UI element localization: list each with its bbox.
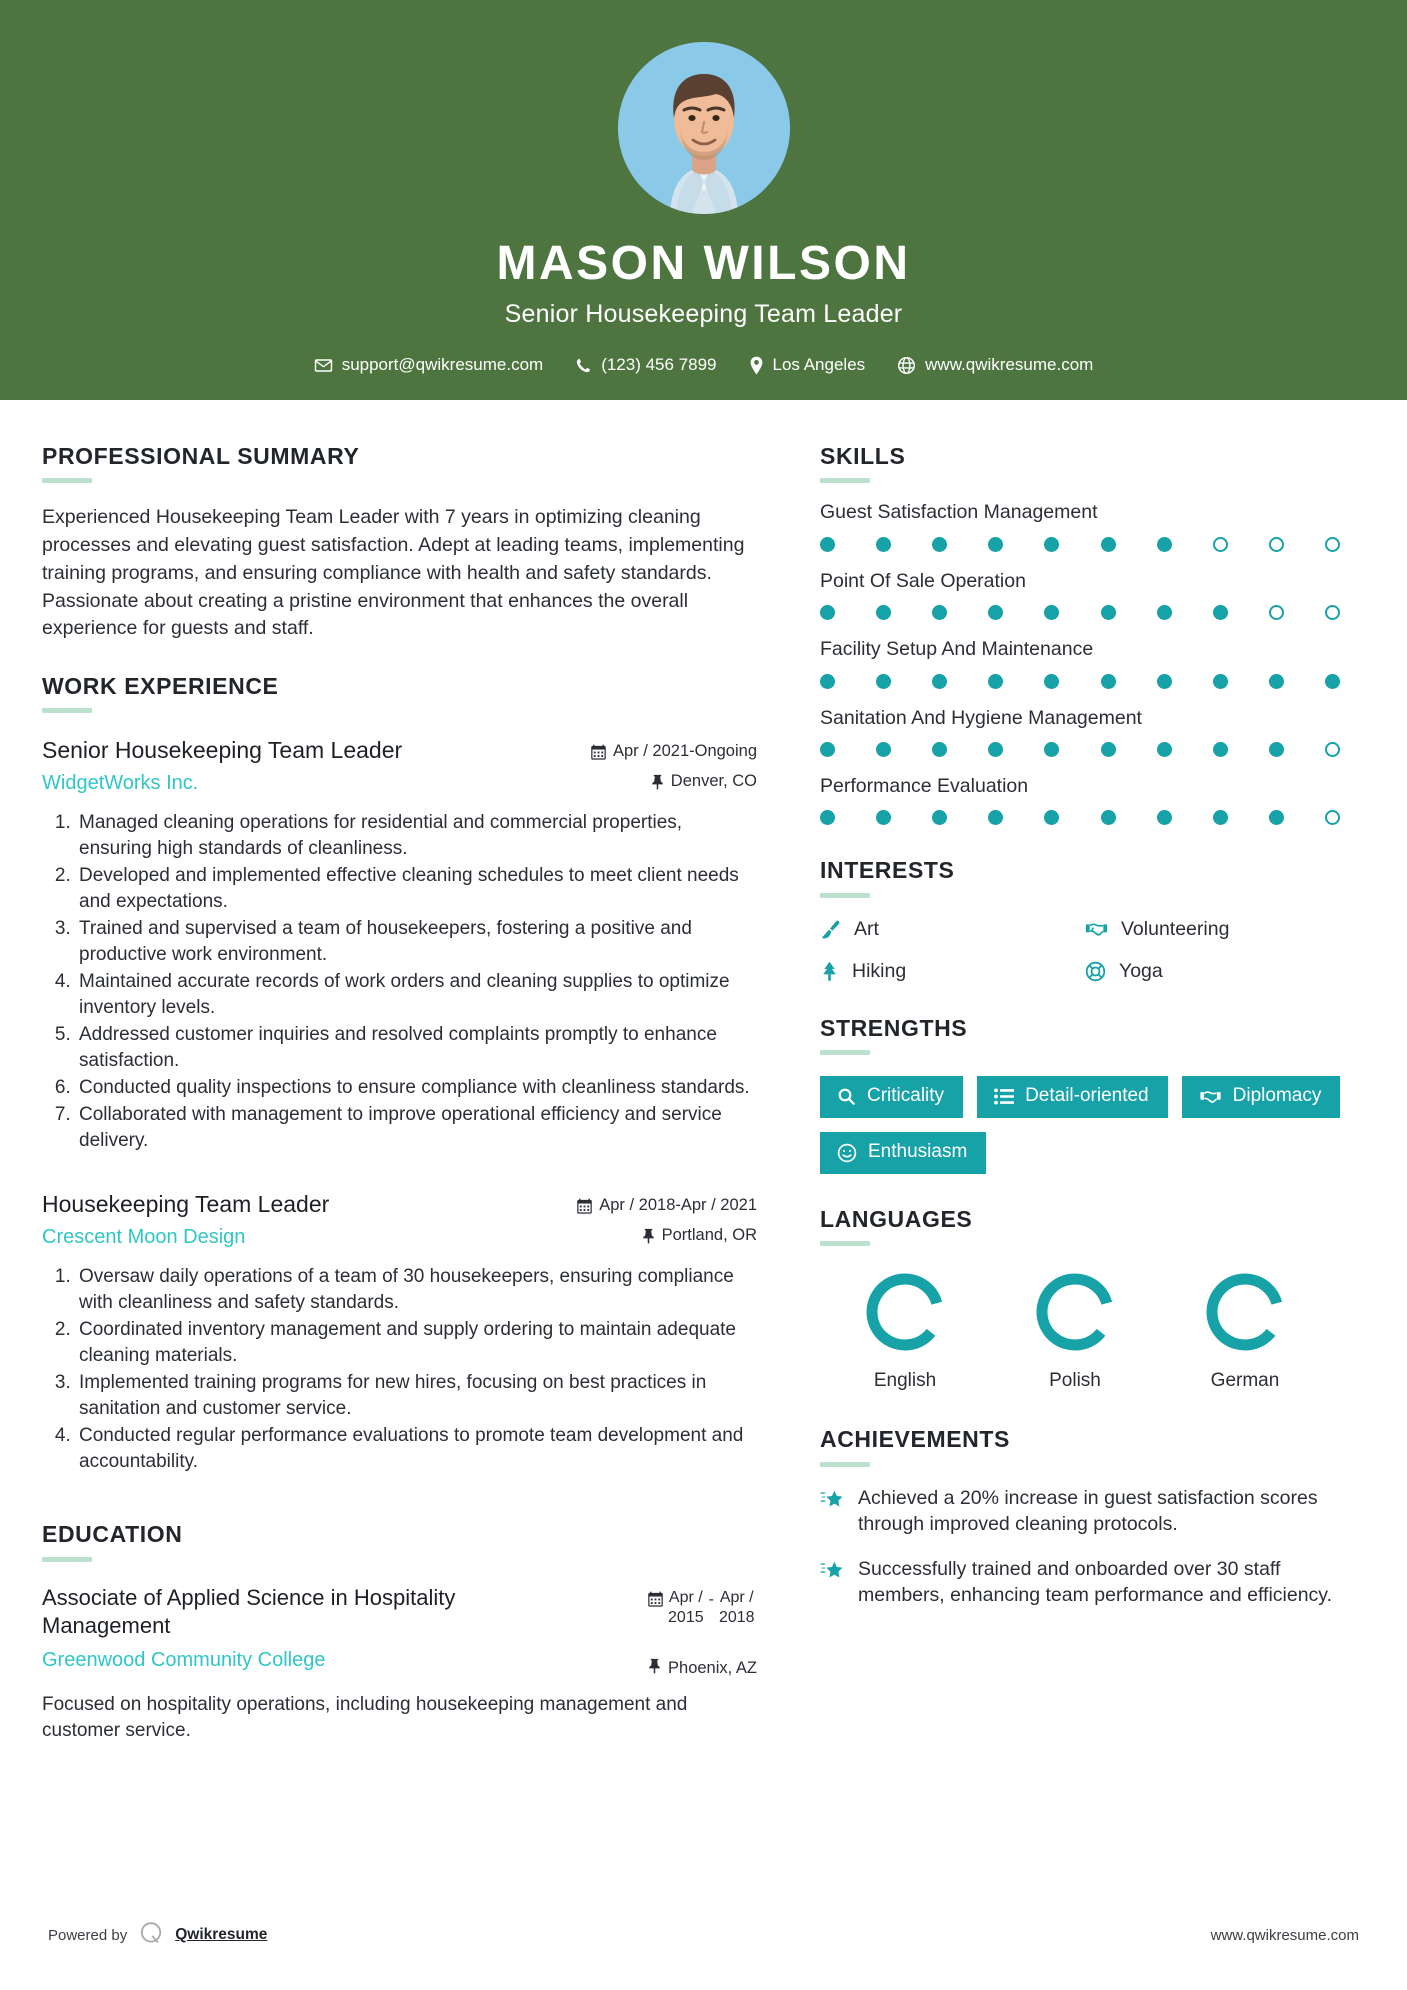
qwikresume-logo-icon (138, 1920, 164, 1950)
skill-dot-filled (988, 674, 1003, 689)
phone-icon (575, 357, 592, 374)
section-rule (820, 893, 870, 898)
interest-item (820, 960, 1075, 983)
work-bullets (42, 1264, 757, 1475)
section-education (42, 1521, 757, 1745)
section-title-summary: PROFESSIONAL SUMMARY (42, 443, 360, 469)
strength-tag-criticality (820, 1076, 963, 1118)
education-end-year: 2018 (718, 1608, 755, 1626)
section-title-interests: INTERESTS (820, 857, 955, 884)
work-company: WidgetWorks Inc. (42, 772, 199, 795)
strength-label: Diplomacy (1232, 1085, 1322, 1107)
work-bullet: 2. Developed and implemented effective cleaning schedules to meet client needs and expectations. (76, 863, 757, 915)
language-label: English (873, 1370, 937, 1392)
skill-item (820, 707, 1367, 757)
language-label: German (1210, 1370, 1280, 1392)
work-bullet: 3. Implemented training programs for new hires, focusing on best practices in sanitation and customer service. (76, 1370, 757, 1422)
interest-label: Hiking (852, 959, 907, 982)
education-dates (648, 1584, 757, 1628)
skill-dot-empty (1325, 537, 1340, 552)
section-title-achievements: ACHIEVEMENTS (820, 1426, 1010, 1453)
strength-tag-detail-oriented (977, 1076, 1168, 1118)
skill-dot-filled (820, 674, 835, 689)
skill-dot-filled (1213, 742, 1228, 757)
section-title-languages: LANGUAGES (820, 1206, 973, 1233)
language-donut (1201, 1268, 1289, 1356)
skill-item (820, 570, 1367, 620)
work-bullet: 6. Conducted quality inspections to ensure compliance with cleanliness standards. (76, 1075, 757, 1101)
section-interests (820, 857, 1367, 982)
section-title-education: EDUCATION (42, 1521, 183, 1548)
skill-dot-filled (820, 742, 835, 757)
language-item (1160, 1268, 1330, 1392)
skill-dot-filled (988, 742, 1003, 757)
calendar-icon (648, 1588, 663, 1613)
language-item (820, 1268, 990, 1392)
education-date-dash: - (708, 1590, 714, 1608)
star-icon (820, 1485, 845, 1538)
right-column (812, 400, 1407, 1745)
section-professional-summary (42, 443, 757, 643)
language-donut (861, 1268, 949, 1356)
strength-tag-enthusiasm (820, 1132, 986, 1174)
skill-dot-filled (1269, 742, 1284, 757)
work-location-text: Portland, OR (661, 1226, 757, 1245)
lifering-icon (1085, 961, 1106, 982)
section-rule (820, 1241, 870, 1246)
interest-item (820, 918, 1075, 941)
interest-item (1085, 960, 1340, 983)
skill-dot-filled (1101, 742, 1116, 757)
skill-dot-filled (876, 674, 891, 689)
contact-email-text: support@qwikresume.com (341, 355, 544, 374)
section-achievements (820, 1426, 1367, 1609)
contact-row (298, 355, 1110, 375)
handshake-icon (1199, 1087, 1222, 1107)
resume-body (0, 400, 1407, 1745)
contact-phone-text: (123) 456 7899 (601, 355, 717, 374)
skill-dot-filled (876, 742, 891, 757)
job-title: Senior Housekeeping Team Leader (504, 300, 903, 328)
skill-dot-filled (932, 742, 947, 757)
skill-name: Guest Satisfaction Management (820, 501, 1098, 524)
section-skills (820, 443, 1367, 825)
work-entry (42, 1190, 757, 1475)
skill-dot-filled (876, 810, 891, 825)
skill-item (820, 501, 1367, 551)
skill-dot-filled (1101, 605, 1116, 620)
education-school: Greenwood Community College (42, 1648, 326, 1671)
work-bullet: 3. Trained and supervised a team of housekeepers, fostering a positive and productive work environment. (76, 916, 757, 968)
education-entry (42, 1584, 757, 1745)
interest-label: Yoga (1119, 959, 1163, 982)
resume-header (0, 0, 1407, 400)
skill-dot-filled (876, 537, 891, 552)
skill-dot-filled (1157, 742, 1172, 757)
skill-name: Sanitation And Hygiene Management (820, 706, 1142, 729)
tree-icon (820, 961, 839, 982)
section-rule (42, 1557, 92, 1562)
section-title-work: WORK EXPERIENCE (42, 672, 279, 699)
pushpin-icon (651, 774, 664, 790)
skill-dot-filled (1157, 537, 1172, 552)
skill-dot-filled (1044, 674, 1059, 689)
achievement-text: Achieved a 20% increase in guest satisfaction scores through improved cleaning protocols. (858, 1486, 1318, 1536)
contact-website-text: www.qwikresume.com (925, 355, 1094, 374)
strength-label: Detail-oriented (1025, 1085, 1149, 1107)
handshake-icon (1085, 919, 1108, 940)
skill-dot-empty (1325, 742, 1340, 757)
contact-phone[interactable] (559, 355, 732, 375)
skill-rating (820, 605, 1340, 620)
work-dates (591, 742, 757, 761)
work-bullet: 4. Conducted regular performance evaluations to promote team development and accountability. (76, 1423, 757, 1475)
skill-dot-filled (1101, 537, 1116, 552)
skill-dot-filled (932, 605, 947, 620)
skill-rating (820, 810, 1340, 825)
envelope-icon (314, 356, 333, 375)
education-location (648, 1658, 757, 1679)
work-company: Crescent Moon Design (42, 1226, 246, 1249)
list-icon (994, 1088, 1014, 1105)
skill-item (820, 638, 1367, 688)
skill-dot-filled (1325, 674, 1340, 689)
skill-dot-filled (820, 605, 835, 620)
section-rule (820, 478, 870, 483)
interest-item (1085, 918, 1340, 941)
education-start-month: Apr / (668, 1588, 703, 1606)
skill-dot-filled (932, 537, 947, 552)
magnifier-icon (837, 1087, 856, 1106)
skill-dot-filled (1269, 674, 1284, 689)
section-work-experience (42, 673, 757, 1475)
work-location (591, 772, 757, 791)
work-role: Senior Housekeeping Team Leader (42, 737, 403, 764)
skill-dot-filled (988, 810, 1003, 825)
skill-dot-filled (1213, 674, 1228, 689)
summary-text: Experienced Housekeeping Team Leader with 7 years in optimizing cleaning processes and elevating guest satisfaction. Adept at leading teams, implementing training programs, and ensuring compliance with health and safety standards. Passionate about creating a pristine environment that enhances the overall experience for guests and staff. (42, 506, 745, 640)
strength-label: Enthusiasm (868, 1141, 968, 1163)
skill-dot-filled (876, 605, 891, 620)
powered-by (48, 1920, 267, 1950)
map-pin-icon (749, 356, 764, 375)
skill-dot-empty (1325, 605, 1340, 620)
skill-dot-filled (1044, 810, 1059, 825)
skill-dot-filled (1044, 742, 1059, 757)
contact-location-text: Los Angeles (772, 355, 866, 374)
skill-name: Facility Setup And Maintenance (820, 638, 1094, 661)
pushpin-icon (642, 1228, 655, 1244)
skill-dot-empty (1213, 537, 1228, 552)
work-location-text: Denver, CO (670, 772, 757, 791)
skill-rating (820, 674, 1340, 689)
education-location-text: Phoenix, AZ (668, 1658, 757, 1677)
work-dates-text: Apr / 2021-Ongoing (612, 742, 757, 761)
interest-label: Art (854, 917, 879, 940)
work-bullet: 1. Managed cleaning operations for residential and commercial properties, ensuring high standards of cleanliness. (76, 810, 757, 862)
work-location (577, 1226, 757, 1245)
star-icon (820, 1556, 845, 1609)
calendar-icon (577, 1198, 592, 1214)
contact-location (733, 355, 882, 375)
skill-dot-filled (1269, 810, 1284, 825)
work-bullet: 2. Coordinated inventory management and supply ordering to maintain adequate cleaning materials. (76, 1317, 757, 1369)
skill-dot-filled (1157, 605, 1172, 620)
section-title-skills: SKILLS (820, 443, 906, 469)
contact-website[interactable] (881, 355, 1109, 375)
skill-dot-empty (1269, 537, 1284, 552)
powered-by-label: Powered by (48, 1926, 128, 1944)
skill-dot-filled (988, 605, 1003, 620)
language-item (990, 1268, 1160, 1392)
footer-url: www.qwikresume.com (1210, 1926, 1359, 1944)
language-donut (1031, 1268, 1119, 1356)
skill-dot-filled (988, 537, 1003, 552)
education-end-month: Apr / (719, 1588, 754, 1606)
left-column (0, 400, 812, 1745)
achievement-text: Successfully trained and onboarded over 30 staff members, enhancing team performance and efficiency. (858, 1557, 1333, 1607)
footer (0, 1920, 1407, 1950)
education-start-year: 2015 (668, 1608, 704, 1626)
section-rule (820, 1050, 870, 1055)
language-label: Polish (1049, 1370, 1101, 1392)
work-bullet: 4. Maintained accurate records of work orders and cleaning supplies to optimize inventory levels. (76, 969, 757, 1021)
work-dates-text: Apr / 2018-Apr / 2021 (599, 1196, 757, 1215)
education-description: Focused on hospitality operations, including housekeeping management and customer service. (42, 1693, 688, 1742)
skill-dot-filled (1157, 674, 1172, 689)
skill-dot-filled (820, 810, 835, 825)
page-title: MASON WILSON (496, 237, 911, 290)
work-dates (577, 1196, 757, 1215)
contact-email[interactable] (298, 355, 560, 375)
paintbrush-icon (820, 919, 841, 940)
work-entry (42, 736, 757, 1154)
skill-rating (820, 742, 1340, 757)
skill-name: Performance Evaluation (820, 775, 1029, 797)
section-rule (820, 1462, 870, 1467)
skill-item (820, 775, 1367, 825)
section-languages (820, 1206, 1367, 1392)
skill-dot-filled (1213, 605, 1228, 620)
skill-dot-filled (1044, 537, 1059, 552)
globe-icon (897, 356, 916, 375)
work-role: Housekeeping Team Leader (42, 1191, 330, 1218)
skill-dot-filled (1213, 810, 1228, 825)
skill-dot-filled (932, 674, 947, 689)
skill-name: Point Of Sale Operation (820, 569, 1026, 592)
education-degree: Associate of Applied Science in Hospitality Management (42, 1584, 456, 1639)
section-rule (42, 478, 92, 483)
section-title-strengths: STRENGTHS (820, 1014, 968, 1041)
skill-dot-filled (1157, 810, 1172, 825)
achievement-item (820, 1556, 1340, 1609)
skill-dot-filled (1044, 605, 1059, 620)
work-bullet: 1. Oversaw daily operations of a team of 30 housekeepers, ensuring compliance with cleanliness and safety standards. (76, 1264, 757, 1316)
work-bullet: 5. Addressed customer inquiries and resolved complaints promptly to enhance satisfaction. (76, 1022, 757, 1074)
skill-dot-filled (1101, 674, 1116, 689)
skill-dot-filled (820, 537, 835, 552)
strength-tag-diplomacy (1182, 1076, 1341, 1118)
avatar (618, 42, 790, 214)
strength-label: Criticality (867, 1085, 945, 1107)
calendar-icon (591, 744, 606, 760)
qwikresume-brand-link[interactable]: Qwikresume (175, 1926, 268, 1943)
work-bullet: 7. Collaborated with management to improve operational efficiency and service delivery. (76, 1102, 757, 1154)
section-rule (42, 708, 92, 713)
pushpin-icon (648, 1658, 661, 1679)
interest-label: Volunteering (1121, 917, 1230, 940)
skill-dot-empty (1325, 810, 1340, 825)
skill-rating (820, 537, 1340, 552)
skill-dot-empty (1269, 605, 1284, 620)
work-bullets (42, 810, 757, 1154)
smiley-icon (837, 1143, 857, 1163)
skill-dot-filled (932, 810, 947, 825)
section-strengths (820, 1015, 1367, 1174)
achievement-item (820, 1485, 1340, 1538)
skill-dot-filled (1101, 810, 1116, 825)
